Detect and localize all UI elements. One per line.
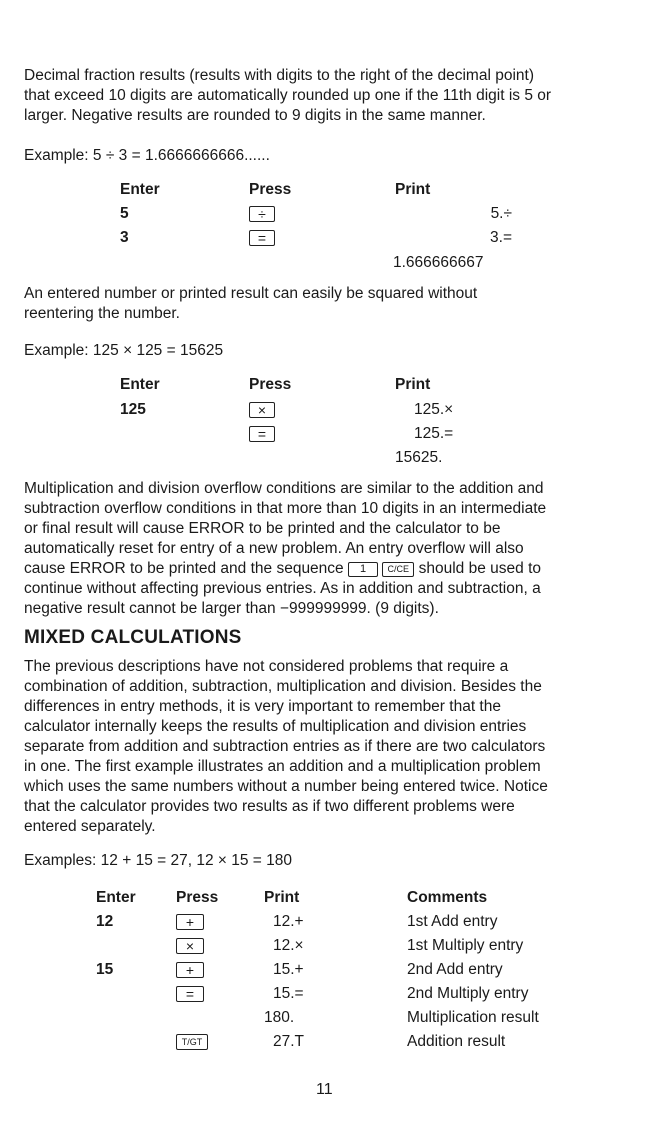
header-enter: Enter (96, 889, 136, 906)
sequence-text-before: cause ERROR to be printed and the sequence (24, 560, 344, 577)
example-label: Examples: 12 + 15 = 27, 12 × 15 = 180 (24, 852, 293, 869)
text-line: which uses the same numbers without a number being entered twice. Notice (24, 778, 548, 795)
print-result: 1.666666667 (393, 254, 484, 271)
mixed-paragraph (24, 657, 644, 837)
print-value: 5.÷ (490, 205, 512, 222)
print-value: 15.+ (273, 961, 304, 978)
plus-key: + (176, 962, 204, 978)
multiply-key: × (176, 938, 204, 954)
text-line: in one. The first example illustrates an addition and a multiplication problem (24, 758, 541, 775)
section-heading: MIXED CALCULATIONS (24, 627, 242, 648)
square-paragraph (24, 284, 644, 324)
text-line: combination of addition, subtraction, multiplication and division. Besides the (24, 678, 542, 695)
text-line: subtraction overflow conditions in that more than 10 digits in an intermediate (24, 500, 547, 517)
header-enter: Enter (120, 181, 160, 198)
text-line: calculator internally keeps the results of multiplication and division entries (24, 718, 527, 735)
text-line: larger. Negative results are rounded to 9 digits in the same manner. (24, 107, 486, 124)
text-line: Multiplication and division overflow conditions are similar to the addition and (24, 480, 544, 497)
text-line: automatically reset for entry of a new problem. An entry overflow will also (24, 540, 524, 557)
text-line: differences in entry methods, it is very important to remember that the (24, 698, 501, 715)
multiply-key: × (249, 402, 275, 418)
comment-text: 1st Multiply entry (407, 937, 524, 954)
text-line: separate from addition and subtraction entries as if there are two calculators (24, 738, 546, 755)
intro-paragraph (24, 66, 644, 126)
divide-key: ÷ (249, 206, 275, 222)
print-value: 12.× (273, 937, 304, 954)
print-value: 125.× (414, 401, 454, 418)
text-line: continue without affecting previous entries. As in addition and subtraction, a (24, 580, 541, 597)
text-line: or final result will cause ERROR to be printed and the calculator to be (24, 520, 501, 537)
equals-key: = (249, 230, 275, 246)
text-line: negative result cannot be larger than −999999999. (9 digits). (24, 600, 439, 617)
print-value: 125.= (414, 425, 454, 442)
sequence-text-after: should be used to (418, 560, 541, 577)
enter-value: 5 (120, 205, 129, 222)
print-value: 3.= (490, 229, 512, 246)
equals-key: = (176, 986, 204, 1002)
one-key: 1 (348, 562, 378, 577)
total-grand-total-key: T/GT (176, 1034, 208, 1050)
print-value: 15.= (273, 985, 304, 1002)
enter-value: 125 (120, 401, 146, 418)
comment-text: 2nd Multiply entry (407, 985, 529, 1002)
plus-key: + (176, 914, 204, 930)
text-line: The previous descriptions have not considered problems that require a (24, 658, 509, 675)
print-value: 12.+ (273, 913, 304, 930)
enter-value: 15 (96, 961, 114, 978)
text-line: that exceed 10 digits are automatically rounded up one if the 11th digit is 5 or (24, 87, 552, 104)
header-press: Press (249, 376, 292, 393)
comment-text: Multiplication result (407, 1009, 539, 1026)
sequence-line (24, 559, 644, 579)
header-press: Press (249, 181, 292, 198)
text-line: reentering the number. (24, 305, 180, 322)
page-number: 11 (316, 1081, 333, 1098)
overflow-paragraph (24, 479, 644, 619)
header-press: Press (176, 889, 219, 906)
example-label: Example: 125 × 125 = 15625 (24, 342, 224, 359)
enter-value: 12 (96, 913, 114, 930)
print-value: 27.T (273, 1033, 305, 1050)
enter-value: 3 (120, 229, 129, 246)
comment-text: Addition result (407, 1033, 506, 1050)
example-label: Example: 5 ÷ 3 = 1.6666666666...... (24, 147, 270, 164)
equals-key: = (249, 426, 275, 442)
text-line: Decimal fraction results (results with digits to the right of the decimal point) (24, 67, 534, 84)
print-result: 180. (264, 1009, 295, 1026)
comment-text: 2nd Add entry (407, 961, 503, 978)
comment-text: 1st Add entry (407, 913, 498, 930)
header-comments: Comments (407, 889, 488, 906)
print-result: 15625. (395, 449, 443, 466)
text-line: entered separately. (24, 818, 156, 835)
header-print: Print (395, 376, 431, 393)
clear-entry-key: C/CE (382, 562, 414, 577)
header-print: Print (264, 889, 300, 906)
header-print: Print (395, 181, 431, 198)
text-line: An entered number or printed result can easily be squared without (24, 285, 478, 302)
text-line: that the calculator provides two results as if two different problems were (24, 798, 515, 815)
header-enter: Enter (120, 376, 160, 393)
